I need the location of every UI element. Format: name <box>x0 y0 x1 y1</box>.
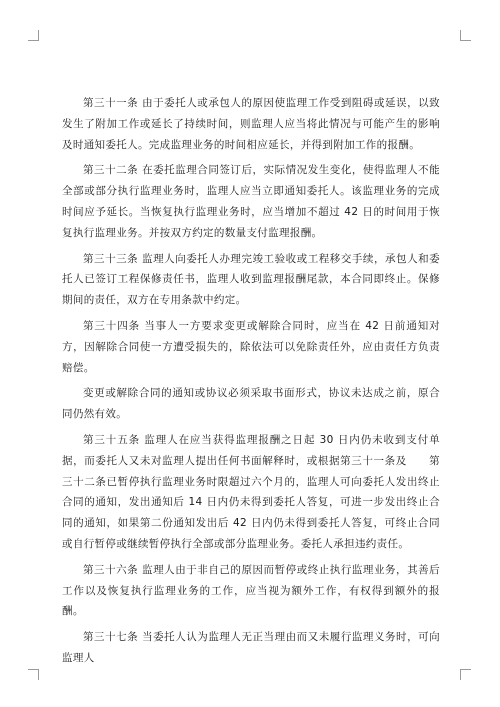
paragraph-article-31: 第三十一条 由于委托人或承包人的原因使监理工作受到阻碍或延误，以致发生了附加工作或延长了持续时间，则监理人应当将此情况与可能产生的影响及时通知委托人。完成监理业务的时间相应延长，并得到附加工作的报酬。 <box>62 97 440 151</box>
crop-mark-top-right <box>460 30 471 41</box>
document-body <box>62 93 440 674</box>
paragraph-article-34-note: 变更或解除合同的通知或协议必须采取书面形式，协议未达成之前，原合同仍然有效。 <box>62 387 440 421</box>
crop-mark-bottom-left <box>28 669 39 680</box>
paragraph-article-34: 第三十四条 当事人一方要求变更或解除合同时，应当在 42 日前通知对方，因解除合同使一方遭受损失的，除依法可以免除责任外，应由责任方负责赔偿。 <box>62 319 440 374</box>
paragraph-article-33: 第三十三条 监理人向委托人办理完竣工验收或工程移交手续，承包人和委托人已签订工程保修责任书，监理人收到监理报酬尾款，本合同即终止。保修期间的责任，双方在专用条款中约定。 <box>62 252 440 307</box>
crop-mark-bottom-right <box>460 669 471 680</box>
paragraph-article-36: 第三十六条 监理人由于非自己的原因而暂停或终止执行监理业务，其善后工作以及恢复执行监理业务的工作，应当视为额外工作，有权得到额外的报酬。 <box>62 563 440 618</box>
paragraph-article-37: 第三十七条 当委托人认为监理人无正当理由而又未履行监理义务时，可向监理人 <box>62 631 440 664</box>
paragraph-article-32: 第三十二条 在委托监理合同签订后，实际情况发生变化，使得监理人不能全部或部分执行监理业务时，监理人应当立即通知委托人。该监理业务的完成时间应予延长。当恢复执行监理业务时，应当增加不超过 42 日的时间用于恢复执行监理业务。并按双方约定的数量支付监理报酬。 <box>62 164 440 239</box>
paragraph-article-35: 第三十五条 监理人在应当获得监理报酬之日起 30 日内仍未收到支付单据，而委托人又未对监理人提出任何书面解释时，或根据第三十一条及 第三十二条已暂停执行监理业务时限超过六个月的，监理人可向委托人发出终止合同的通知，发出通知后 14 日内仍未得到委托人答复，可进一步发出终止合同的通知，如果第二份通知发出后 42 日内仍未得到委托人答复，可终止合同或自行暂停或继续暂停执行全部或部分监理业务。委托人承担违约责任。 <box>62 433 440 550</box>
crop-mark-top-left <box>28 30 39 41</box>
